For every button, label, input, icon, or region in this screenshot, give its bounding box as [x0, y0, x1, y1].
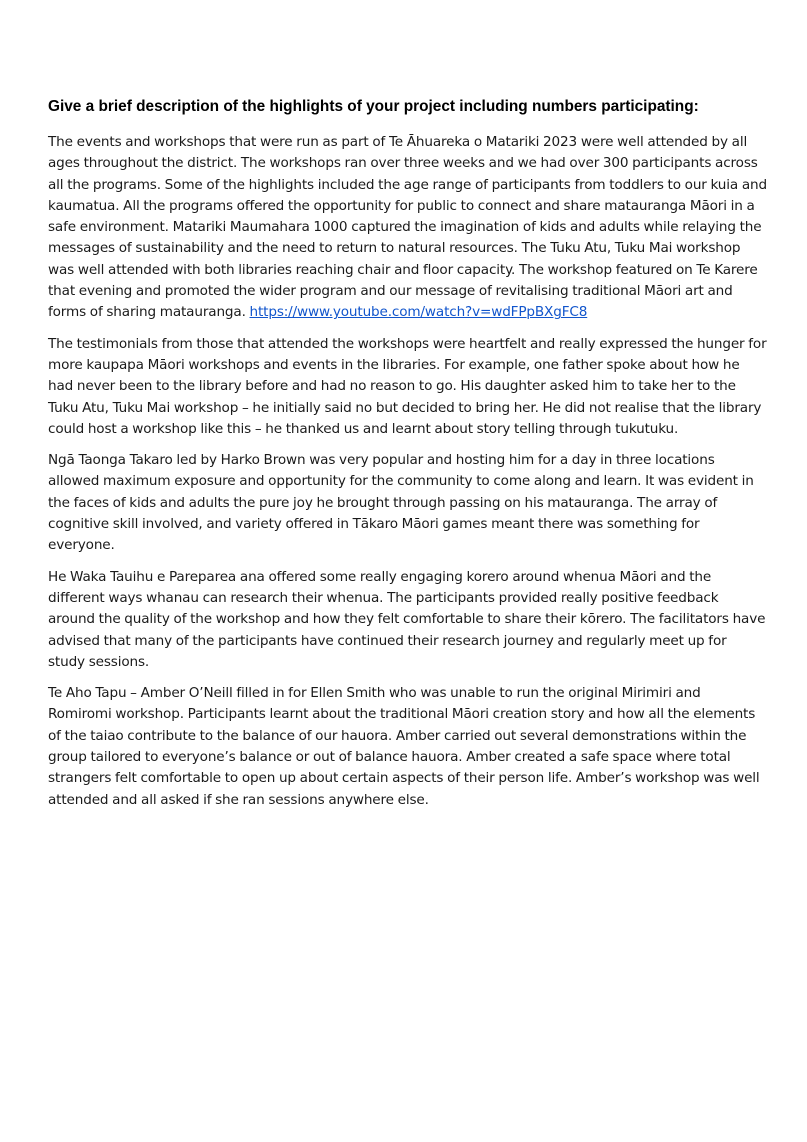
youtube-link[interactable]: https://www.youtube.com/watch?v=wdFPpBXgFC8: [249, 304, 588, 321]
paragraph-te-aho-tapu: Te Aho Tapu – Amber O’Neill filled in for Ellen Smith who was unable to run the original Mirimiri and Romiromi workshop. Participants learnt about the traditional Māori creation story and how all the elements of the taiao contribute to the balance of our hauora. Amber carried out several demonstrations within the group tailored to everyone’s balance or out of balance hauora. Amber created a safe space where total strangers felt comfortable to open up about certain aspects of their person life. Amber’s workshop was well attended and all asked if she ran sessions anywhere else.: [48, 685, 760, 808]
paragraph-events-overview: [48, 132, 767, 324]
paragraph-testimonials: The testimonials from those that attended the workshops were heartfelt and really expressed the hunger for more kaupapa Māori workshops and events in the libraries. For example, one father spoke about how he had never been to the library before and had no reason to go. His daughter asked him to take her to the Tuku Atu, Tuku Mai workshop – he initially said no but decided to bring her. He did not realise that the library could host a workshop like this – he thanked us and learnt about story telling through tukutuku.: [48, 335, 767, 437]
question-heading: Give a brief description of the highlights of your project including numbers participating:: [48, 98, 699, 115]
paragraph-text: The events and workshops that were run as part of Te Āhuareka o Matariki 2023 were well attended by all ages throughout the district. The workshops ran over three weeks and we had over 300 participants across all the programs. Some of the highlights included the age range of participants from toddlers to our kuia and kaumatua. All the programs offered the opportunity for public to connect and share matauranga Māori in a safe environment. Matariki Maumahara 1000 captured the imagination of kids and adults while relaying the messages of sustainability and the need to return to natural resources. The Tuku Atu, Tuku Mai workshop was well attended with both libraries reaching chair and floor capacity. The workshop featured on Te Karere that evening and promoted the wider program and our message of revitalising traditional Māori art and forms of sharing matauranga.: [48, 134, 767, 321]
paragraph-taonga-takaro: Ngā Taonga Takaro led by Harko Brown was very popular and hosting him for a day in three locations allowed maximum exposure and opportunity for the community to come along and learn. It was evident in the faces of kids and adults the pure joy he brought through passing on his matauranga. The array of cognitive skill involved, and variety offered in Tākaro Māori games meant there was something for everyone.: [48, 452, 754, 554]
paragraph-waka-tauihu: He Waka Tauihu e Pareparea ana offered some really engaging korero around whenua Māori and the different ways whanau can research their whenua. The participants provided really positive feedback around the quality of the workshop and how they felt comfortable to share their kōrero. The facilitators have advised that many of the participants have continued their research journey and regularly meet up for study sessions.: [48, 568, 766, 670]
